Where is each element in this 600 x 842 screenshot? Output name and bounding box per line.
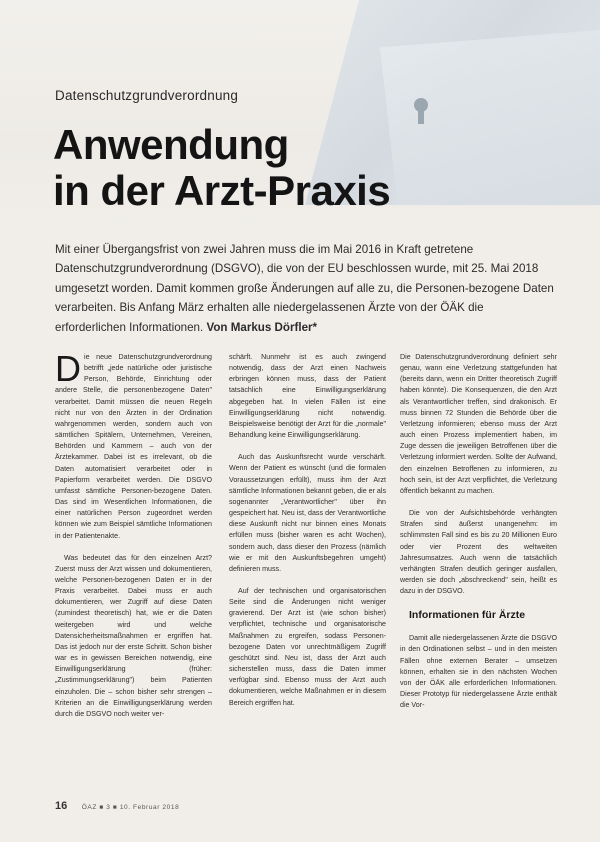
paragraph: Damit alle niedergelassenen Ärzte die DSGVO in den Ordinationen selbst – und in den meisten Fällen ohne externen Berater – umsetzen können, erhalten sie in den nächsten Wochen von der ÖÄK alle erforderlichen Informationen. Dieser Prototyp für niedergelassene Ärzte enthält die Vor- [400,634,557,710]
magazine-issue: ÖAZ ■ 3 ■ 10. Februar 2018 [81,804,180,811]
text-column-1 [55,348,212,731]
text-column-3 [400,352,557,722]
hero-panel-shadow [380,30,600,205]
keyhole-icon [414,98,428,124]
paragraph: Die Datenschutzgrundverordnung definiert sehr genau, wann eine Verletzung stattgefunden hat (bereits dann, wenn ein Dritter theoretisch Zugriff haben könnte). Die Konsequenzen, die den Arzt als Verantwortlicher treffen, sind drakonisch. Er muss binnen 72 Stunden die Behörde über die Verletzung informieren; ebenso muss der Arzt auch einen Prozess implementiert haben, im Zuge dessen die jeweiligen Betroffenen über die Verletzung informiert werden. Sollte der Aufwand, den einzelnen Betroffenen zu informieren, zu hoch sein, ist der Arzt verpflichtet, die Verletzung öffentlich bekannt zu machen. [400,353,557,495]
paragraph: Was bedeutet das für den einzelnen Arzt? Zuerst muss der Arzt wissen und dokumentieren, welche Personen-bezogenen Daten er in der Praxis verarbeitet. Dabei muss er auch dokumentieren, wer Zugriff auf diese Daten (zumindest theoretisch) hat, wie er die Daten weitergeben wird und welche Datensicherheitsmaßnahmen er ergriffen hat. Das ist jedoch nur der erste Schritt. Schon bisher war es in gewissen Bereichen notwendig, eine Einwilligungserklärung (früher: „Zustimmungserklärung") beim Patienten einzuholen. Die – schon bisher sehr strengen – Kriterien an die Einwilligungserklärung werden durch die DSGVO noch weiter ver- [55,553,212,718]
paragraph: Die neue Datenschutzgrundverordnung betrifft „jede natürliche oder juristische Person, Behörde, Einrichtung oder andere Stelle, die personenbezogene Daten" verarbeitet. Damit müssen die neuen Regeln nicht nur von den Ärzten in der Ordination wahrgenommen werden, sondern auch von sämtlichen Spitälern, Unternehmen, Vereinen, Behörden und Kammern – auch von der Ärztekammer. Dabei ist es irrelevant, ob die Daten automatisiert verarbeitet oder in Papierform verarbeitet werden. Die DSGVO umfasst sämtliche Personen-bezogene Daten. Das sind im Wesentlichen Informationen, die einer natürlichen Person zugeordnet werden können wie zum Beispiel sämtliche Informationen in der Patientenakte. [55,348,212,540]
intro-text: Mit einer Übergangsfrist von zwei Jahren muss die im Mai 2016 in Kraft getretene Datenschutzgrundverordnung (DSGVO), die von der EU beschlossen wurde, mit 25. Mai 2018 umgesetzt worden. Damit kommen große Änderungen auf alle zu, die Personen-bezogene Daten verarbeiten. Bis Anfang März erhalten alle niedergelassenen Ärzte von der ÖÄK die erforderlichen Informationen. [55,243,554,334]
article-headline [53,122,390,214]
section-kicker: Datenschutzgrundverordnung [55,88,239,103]
author-byline: Von Markus Dörfler* [206,320,318,334]
paragraph: Auf der technischen und organisatorischen Seite sind die Änderungen nicht weniger gravierend. Der Arzt ist (wie schon bisher) verpflichtet, technische und organisatorische Maßnahmen zu ergreifen, sodass Personen-bezogene Daten vor unrechtmäßigem Zugriff geschützt sind. Neu ist, dass der Arzt auch sicherstellen muss, dass die Daten immer verfügbar sind. Ebenso muss der Arzt auch dokumentieren, welche Maßnahmen er in diesem Bereich ergriffen hat. [229,586,386,707]
paragraph: Die von der Aufsichtsbehörde verhängten Strafen sind äußerst unangenehm: im schlimmsten Fall sind es bis zu 20 Millionen Euro oder vier Prozent des weltweiten Jahresumsatzes. Auch wenn die tatsächlich verhängten Strafen deutlich geringer ausfallen, werden sie doch „abschreckend" sein, heißt es dazu in der DSGVO. [400,509,557,596]
page-number: 16 [55,800,68,812]
section-subheading: Informationen für Ärzte [409,609,526,622]
text-column-2 [229,352,386,720]
article-intro [55,240,555,337]
headline-line-2: in der Arzt-Praxis [53,167,391,214]
page-footer [55,800,179,812]
paragraph: schärft. Nunmehr ist es auch zwingend notwendig, dass der Arzt einen Nachweis erbringen können muss, dass der Patient tatsächlich eine Einwilligungserklärung abgegeben hat. In vielen Fällen ist eine Einwilligungserklärung nicht notwendig. Beispielsweise benötigt der Arzt für die „normale" Behandlung keine Einwilligungserklärung. [229,353,386,440]
paragraph: Auch das Auskunftsrecht wurde verschärft. Wenn der Patient es wünscht (und die formalen Voraussetzungen erfüllt), muss ihm der Arzt sämtliche Informationen bekannt geben, die er als sogenannter „Verantwortlicher" über ihn gespeichert hat. Neu ist, dass der Verantwortliche diese Auskunft nicht nur binnen eines Monats erfüllen muss (bisher waren es acht Wochen), sondern auch, dass dieser den Prozess (nämlich wie er mit den Auskunftsbegehren umgeht) definieren muss. [229,453,386,573]
drop-cap: D [55,348,81,389]
headline-line-1: Anwendung [53,121,289,168]
